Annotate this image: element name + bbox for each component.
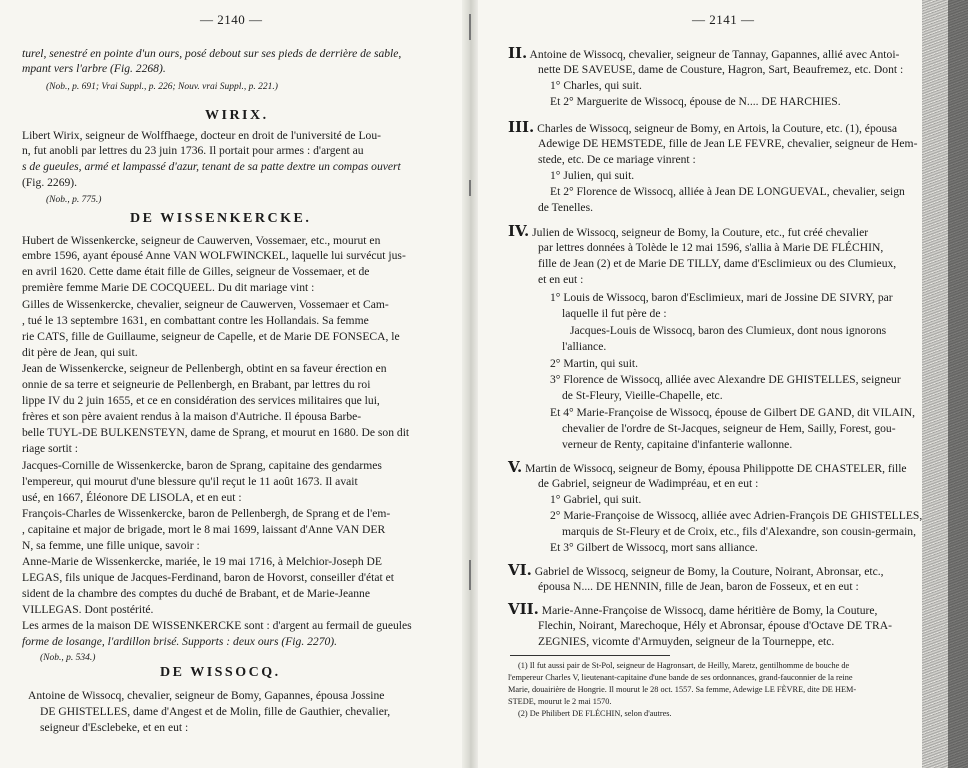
text-line: de St-Fleury, Vieille-Chapelle, etc. (562, 389, 723, 402)
text-line: DE GHISTELLES, dame d'Angest et de Molin, fille de Gauthier, chevalier, (40, 705, 391, 718)
generation-text: Gabriel de Wissocq, seigneur de Bomy, la Couture, Noirant, Abronsar, etc., (531, 565, 884, 578)
reference-line: (Nob., p. 534.) (40, 653, 96, 663)
text-line: 1° Charles, qui suit. (550, 79, 642, 92)
text-line: laquelle il fut père de : (562, 307, 667, 320)
generation-text: Antoine de Wissocq, chevalier, seigneur de Tannay, Gapannes, allié avec Antoi- (527, 48, 900, 61)
text-line: seigneur d'Esclebeke, et en eut : (40, 721, 189, 734)
generation-numeral: III. (508, 118, 535, 136)
text-line: épousa N.... DE HENNIN, fille de Jean, baron de Fosseux, et en eut : (538, 580, 859, 593)
text-line: , capitaine et major de brigade, mort le 8 mai 1699, laissant d'Anne VAN DER (22, 523, 386, 536)
text-line: l'alliance. (562, 340, 607, 353)
text-line: 2° Marie-Françoise de Wissocq, alliée avec Adrien-François DE GHISTELLES, (550, 509, 923, 522)
generation-line-III (508, 120, 897, 136)
generation-numeral: IV. (508, 222, 530, 240)
footnote-rule (510, 655, 670, 656)
text-line: de Tenelles. (538, 201, 593, 214)
text-line: 2° Martin, qui suit. (550, 357, 639, 370)
gutter-mark (469, 14, 471, 40)
text-line: par lettres données à Tolède le 12 mai 1596, s'allia à Marie DE FLÉCHIN, (538, 241, 884, 254)
text-line: stede, etc. De ce mariage vinrent : (538, 153, 696, 166)
text-line: forme de losange, l'ardillon brisé. Supports : deux ours (Fig. 2270). (22, 635, 338, 648)
text-line: Gilles de Wissenkercke, chevalier, seigneur de Cauwerven, Vossemaer et Cam- (22, 298, 389, 311)
text-line: l'empereur, qui mourut d'une blessure qu'il reçut le 11 août 1673. Il avait (22, 475, 358, 488)
text-line: Anne-Marie de Wissenkercke, mariée, le 19 mai 1716, à Melchior-Joseph DE (22, 555, 382, 568)
book-gutter (462, 0, 478, 768)
text-line: frères et son père avaient rendus à la maison d'Autriche. Il épousa Barbe- (22, 410, 362, 423)
text-line: Jacques-Louis de Wissocq, baron des Clumieux, dont nous ignorons (570, 324, 887, 337)
generation-line-II (508, 46, 899, 62)
generation-numeral: VII. (508, 600, 539, 618)
text-line: sident de la chambre des comptes du duché de Brabant, et de Marie-Jeanne (22, 587, 370, 600)
text-line: LEGAS, fils unique de Jacques-Ferdinand, baron de Hovorst, conseiller d'état et (22, 571, 395, 584)
generation-text: Marie-Anne-Françoise de Wissocq, dame héritière de Bomy, la Couture, (538, 604, 878, 617)
text-line: lippe IV du 2 juin 1655, et ce en considération des services militaires que lui, (22, 394, 380, 407)
footnote-line: Marie, douairière de Hongrie. Il mourut le 28 oct. 1557. Sa femme, Adewige LE FÈVRE, dite DE HEM- (508, 685, 857, 694)
section-heading-wirix: WIRIX. (205, 108, 269, 123)
footnote-line: l'empereur Charles V, lieutenant-capitaine d'une bande de ses ordonnances, grand-fauconnier de la reine (508, 673, 853, 682)
generation-line-IV (508, 224, 868, 240)
text-line: Les armes de la maison DE WISSENKERCKE sont : d'argent au fermail de gueules (22, 619, 412, 632)
text-line: Et 3° Gilbert de Wissocq, mort sans alliance. (550, 541, 758, 554)
text-line: Flechin, Noirant, Marechoque, Hély et Abronsar, épouse d'Octave DE TRA- (538, 619, 892, 632)
text-line: (Fig. 2269). (22, 176, 78, 189)
gutter-mark (469, 560, 471, 590)
text-line: en avril 1620. Cette dame était fille de Gilles, seigneur de Vossemaer, et de (22, 265, 370, 278)
generation-line-VII (508, 602, 877, 618)
text-line: onnie de sa terre et seigneurie de Pellenbergh, en Brabant, par lettres du roi (22, 378, 371, 391)
footnote-line: STEDE, mourut le 2 mai 1570. (508, 697, 612, 706)
text-line: Libert Wirix, seigneur de Wolffhaege, docteur en droit de l'université de Lou- (22, 129, 382, 142)
text-line: dit père de Jean, qui suit. (22, 346, 138, 359)
text-line: Antoine de Wissocq, chevalier, seigneur de Bomy, Gapannes, épousa Jossine (28, 689, 385, 702)
text-line: verneur de Renty, capitaine d'infanterie wallonne. (562, 438, 793, 451)
generation-numeral: II. (508, 44, 528, 62)
text-line: ZEGNIES, vicomte d'Armuyden, seigneur de la Tourneppe, etc. (538, 635, 835, 648)
generation-text: Julien de Wissocq, seigneur de Bomy, la Couture, etc., fut créé chevalier (529, 226, 869, 239)
generation-numeral: VI. (508, 561, 532, 579)
text-line: , tué le 13 septembre 1631, en combattant contre les Hollandais. Sa femme (22, 314, 369, 327)
text-line: riage sortit : (22, 442, 79, 455)
footnote-line: (2) De Philibert DE FLÉCHIN, selon d'autres. (518, 709, 672, 718)
gutter-mark (469, 180, 471, 196)
text-line: nette DE SAVEUSE, dame de Cousture, Hagron, Sart, Beaufremez, etc. Dont : (538, 63, 904, 76)
left-page (0, 0, 462, 768)
generation-numeral: V. (508, 458, 523, 476)
text-line: s de gueules, armé et lampassé d'azur, tenant de sa patte dextre un compas ouvert (22, 160, 401, 173)
text-line: mpant vers l'arbre (Fig. 2268). (22, 62, 166, 75)
text-line: 1° Gabriel, qui suit. (550, 493, 642, 506)
section-heading-de-wissocq: DE WISSOCQ. (160, 665, 281, 680)
generation-line-VI (508, 563, 884, 579)
text-line: première femme Marie DE COCQUEEL. Du dit mariage vint : (22, 281, 315, 294)
text-line: VILLEGAS. Dont postérité. (22, 603, 154, 616)
section-heading-de-wissenkercke: DE WISSENKERCKE. (130, 211, 312, 226)
reference-line: (Nob., p. 691; Vrai Suppl., p. 226; Nouv. vrai Suppl., p. 221.) (46, 82, 278, 92)
text-line: marquis de St-Fleury et de Croix, etc., fils d'Alexandre, son cousin-germain, (562, 525, 917, 538)
text-line: turel, senestré en pointe d'un ours, posé debout sur ses pieds de derrière de sable, (22, 47, 402, 60)
text-line: Et 2° Marguerite de Wissocq, épouse de N.... DE HARCHIES. (550, 95, 841, 108)
text-line: François-Charles de Wissenkercke, baron de Pellenbergh, de Sprang et de l'em- (22, 507, 391, 520)
scan-edge-dark (948, 0, 968, 768)
footnote-line: (1) Il fut aussi pair de St-Pol, seigneur de Hagronsart, de Heilly, Maretz, gentilhomme de bouche de (518, 661, 850, 670)
text-line: Et 2° Florence de Wissocq, alliée à Jean DE LONGUEVAL, chevalier, seign (550, 185, 905, 198)
reference-line: (Nob., p. 775.) (46, 195, 102, 205)
text-line: chevalier de l'ordre de St-Jacques, seigneur de Hem, Sailly, Forest, gou- (562, 422, 896, 435)
right-page-number: — 2141 — (692, 12, 755, 27)
generation-line-V (508, 460, 907, 476)
text-line: Adewige DE HEMSTEDE, fille de Jean LE FEVRE, chevalier, seigneur de Hem- (538, 137, 918, 150)
text-line: et en eut : (538, 273, 584, 286)
text-line: Jean de Wissenkercke, seigneur de Pellenbergh, obtint en sa faveur érection en (22, 362, 387, 375)
text-line: 3° Florence de Wissocq, alliée avec Alexandre DE GHISTELLES, seigneur (550, 373, 901, 386)
text-line: N, sa femme, une fille unique, savoir : (22, 539, 200, 552)
text-line: de Gabriel, seigneur de Wadimpréau, et en eut : (538, 477, 759, 490)
text-line: 1° Louis de Wissocq, baron d'Esclimieux, mari de Jossine DE SIVRY, par (550, 291, 893, 304)
text-line: rie CATS, fille de Guillaume, seigneur de Capelle, et de Marie DE FONSECA, le (22, 330, 400, 343)
generation-text: Martin de Wissocq, seigneur de Bomy, épousa Philippotte DE CHASTELER, fille (522, 462, 907, 475)
text-line: usé, en 1667, Éléonore DE LISOLA, et en eut : (22, 491, 242, 504)
right-page (478, 0, 968, 768)
left-page-number: — 2140 — (200, 12, 263, 27)
text-line: Hubert de Wissenkercke, seigneur de Cauwerven, Vossemaer, etc., mourut en (22, 234, 381, 247)
text-line: 1° Julien, qui suit. (550, 169, 635, 182)
text-line: Et 4° Marie-Françoise de Wissocq, épouse de Gilbert DE GAND, dit VILAIN, (550, 406, 915, 419)
text-line: Jacques-Cornille de Wissenkercke, baron de Sprang, capitaine des gendarmes (22, 459, 382, 472)
text-line: fille de Jean (2) et de Marie DE TILLY, dame d'Esclimieux ou des Clumieux, (538, 257, 897, 270)
generation-text: Charles de Wissocq, seigneur de Bomy, en Artois, la Couture, etc. (1), épousa (534, 122, 898, 135)
text-line: n, fut anobli par lettres du 23 juin 1736. Il portait pour armes : d'argent au (22, 144, 364, 157)
text-line: embre 1596, ayant épousé Anne VAN WOLFWINCKEL, laquelle lui survécut jus- (22, 249, 406, 262)
text-line: belle TUYL-DE BULKENSTEYN, dame de Sprang, et mourut en 1680. De son dit (22, 426, 410, 439)
